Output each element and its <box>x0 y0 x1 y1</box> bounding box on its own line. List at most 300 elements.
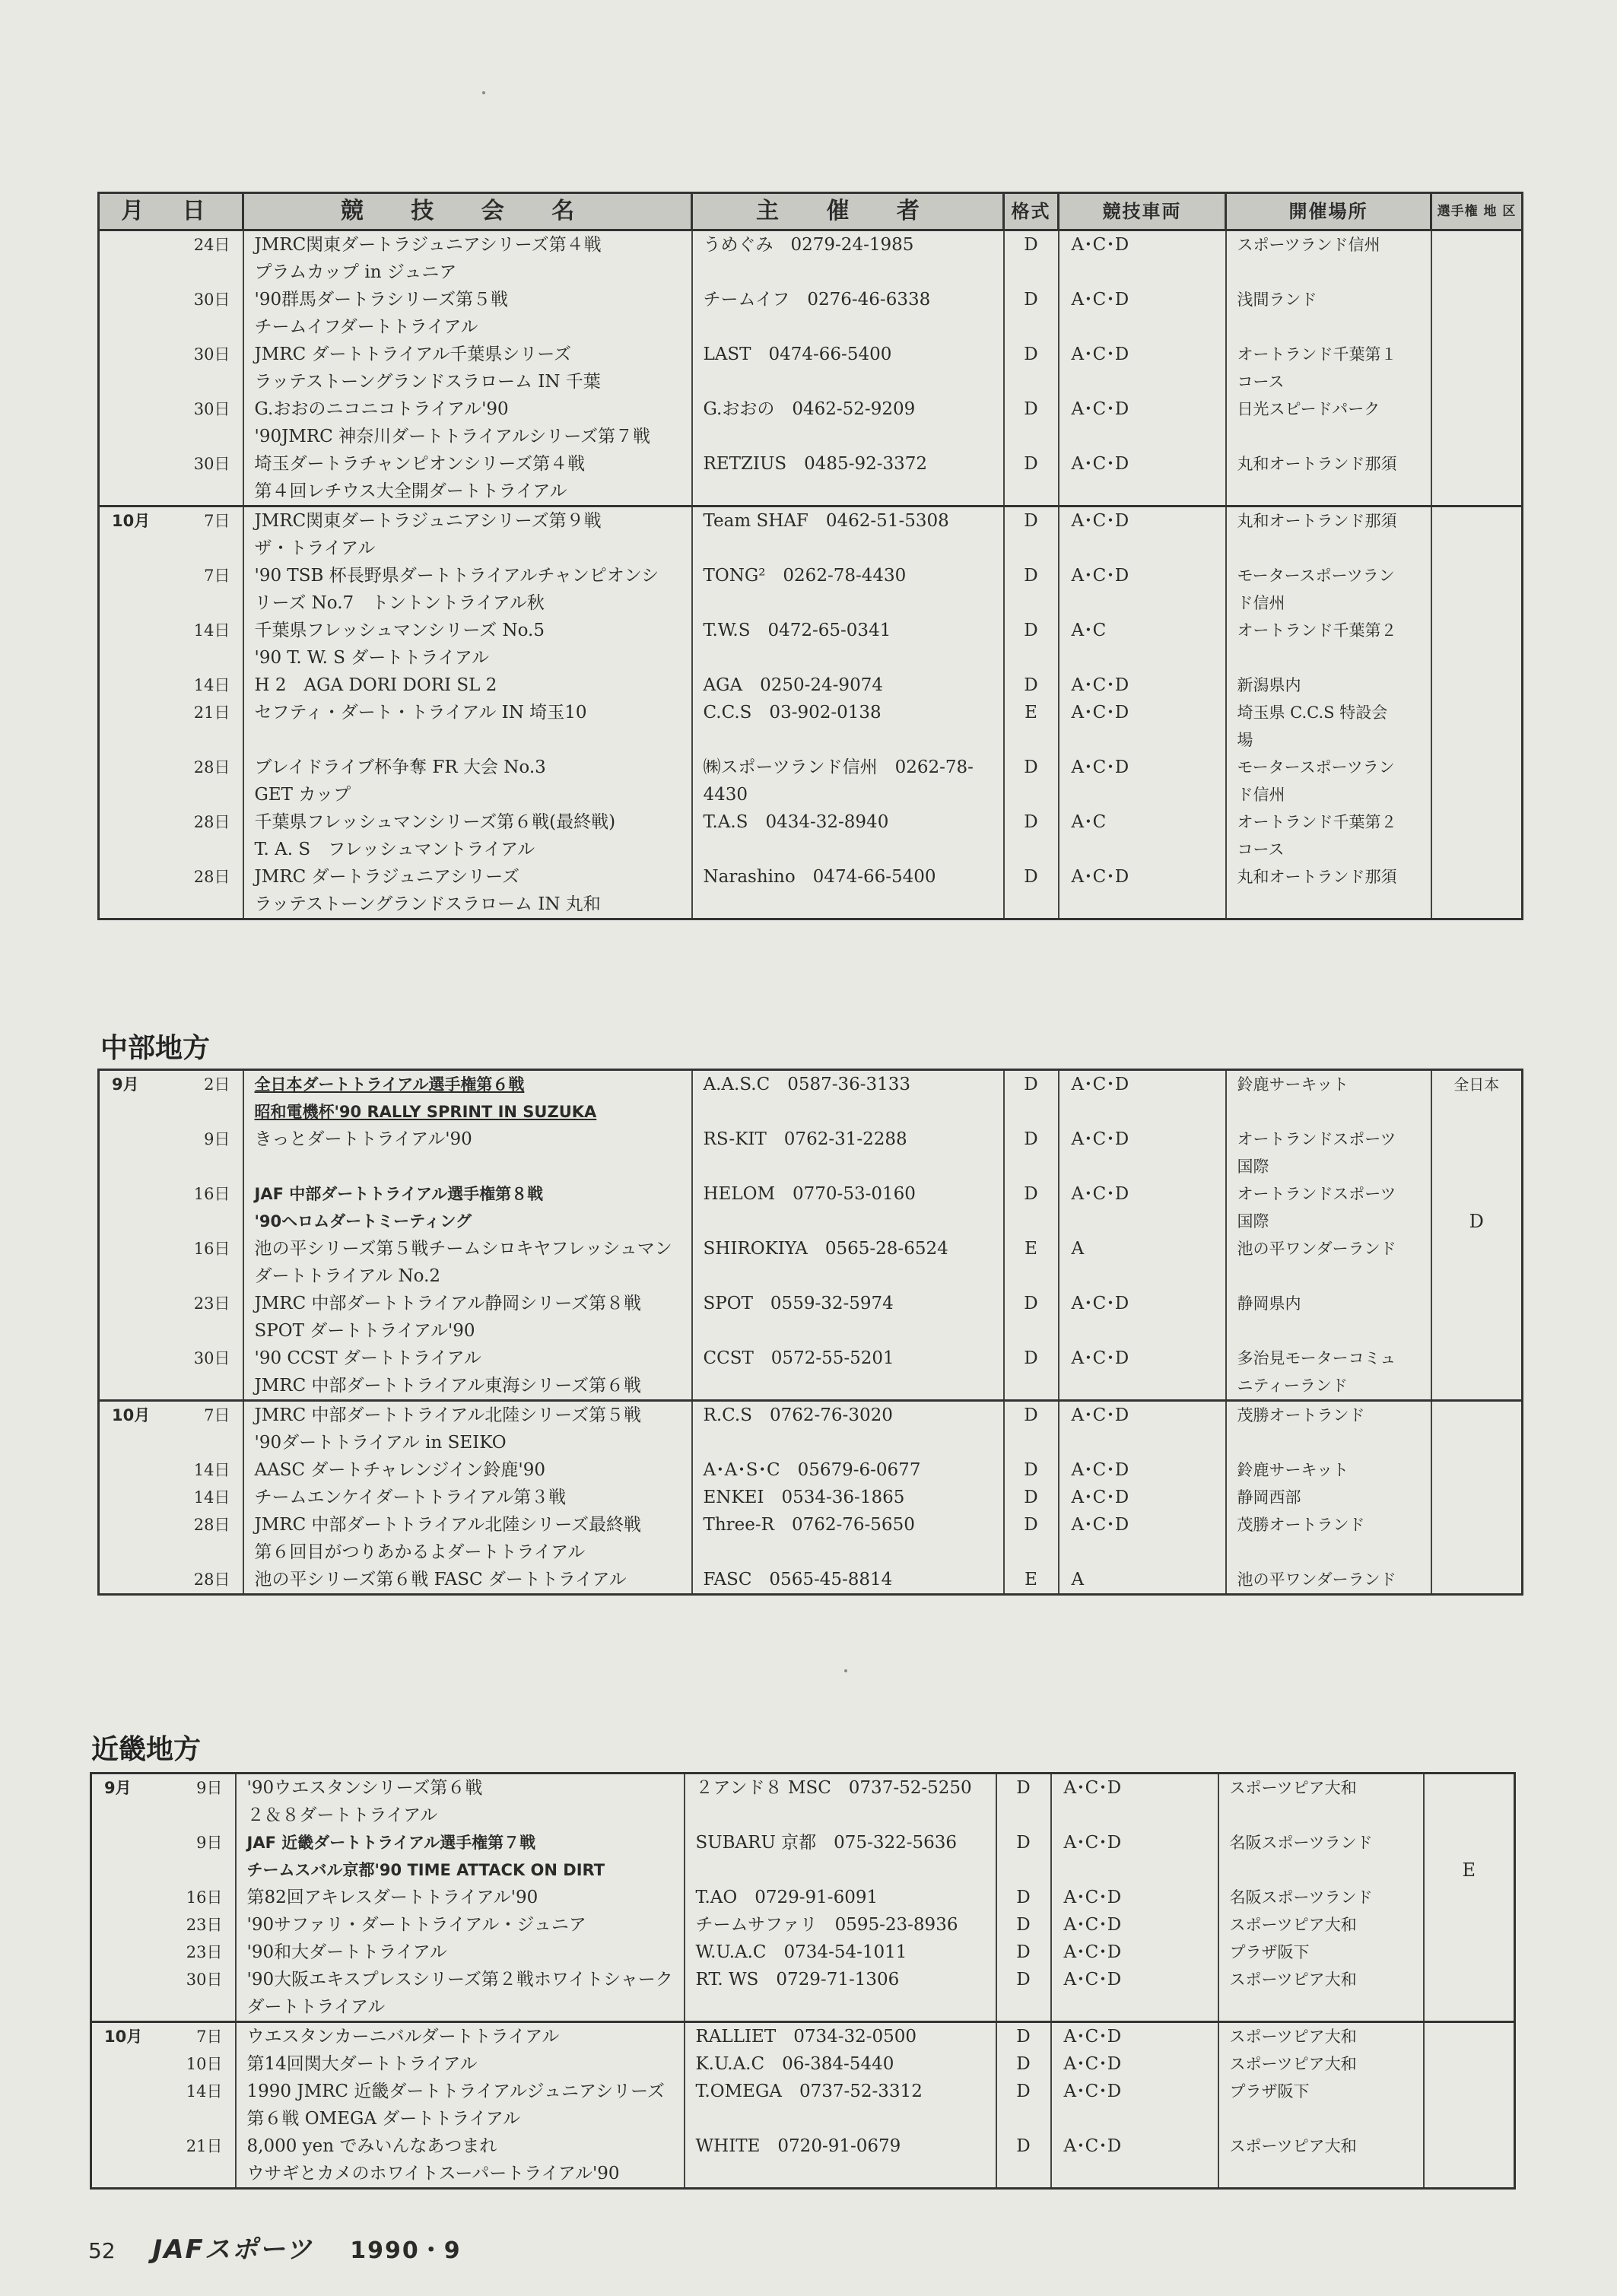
event-name-line: JAF 中部ダートトライアル選手権第８戦 <box>254 1185 544 1203</box>
day-label: 14日 <box>193 1461 230 1479</box>
date-cell <box>99 1566 243 1595</box>
date-cell <box>91 2050 236 2078</box>
organizer-line: T.OMEGA 0737-52-3312 <box>695 2082 923 2101</box>
venue-line: 名阪スポーツランド <box>1229 1834 1373 1852</box>
schedule-table-kinki <box>90 1772 1516 2190</box>
vehicle-cell: A･C･D <box>1059 1511 1226 1566</box>
vehicle-cell: A･C･D <box>1059 1290 1226 1345</box>
day-label: 30日 <box>193 1349 230 1367</box>
venue-line: モータースポーツラン <box>1237 567 1395 585</box>
event-name <box>243 1511 692 1566</box>
day-label: 21日 <box>193 703 230 722</box>
event-name-line: 千葉県フレッシュマンシリーズ第６戦(最終戦) <box>254 812 616 832</box>
date-cell <box>99 1235 243 1290</box>
event-name <box>243 754 692 808</box>
organizer-line: R.C.S 0762-76-3020 <box>703 1405 893 1425</box>
region-cell <box>1431 286 1523 341</box>
organizer <box>692 1566 1004 1595</box>
event-name <box>243 1456 692 1484</box>
format-cell: D <box>1004 230 1059 287</box>
region-cell <box>1424 2078 1515 2132</box>
format-cell: D <box>996 1911 1051 1939</box>
event-name-line: '90群馬ダートラシリーズ第５戦 <box>254 290 508 310</box>
event-name-line: '90ダートトライアル in SEIKO <box>254 1433 507 1453</box>
organizer-line: ２アンド８ MSC 0737-52-5250 <box>695 1778 972 1798</box>
event-name-line: 8,000 yen でみいんなあつまれ <box>246 2136 497 2156</box>
venue <box>1226 1126 1431 1180</box>
venue <box>1218 1884 1424 1911</box>
organizer-line: ENKEI 0534-36-1865 <box>703 1488 905 1507</box>
event-name-line: 昭和電機杯'90 RALLY SPRINT IN SUZUKA <box>254 1103 597 1121</box>
format-cell: D <box>1004 1126 1059 1180</box>
table-row <box>99 1566 1523 1595</box>
organizer-line: TONG² 0262-78-4430 <box>703 566 907 586</box>
organizer <box>692 1345 1004 1401</box>
day-label: 30日 <box>193 291 230 309</box>
day-label: 23日 <box>186 1916 223 1934</box>
event-name <box>243 1566 692 1595</box>
event-name-line: 全日本ダートトライアル選手権第６戦 <box>254 1075 525 1094</box>
event-name <box>243 562 692 617</box>
venue <box>1218 1911 1424 1939</box>
venue-line: 丸和オートランド那須 <box>1237 512 1397 530</box>
organizer-line: ㈱スポーツランド信州 0262-78- <box>703 757 974 777</box>
organizer-line: SUBARU 京都 075-322-5636 <box>695 1833 958 1853</box>
vehicle-cell: A･C･D <box>1059 1484 1226 1511</box>
event-name-line: 第14回関大ダートトライアル <box>246 2054 478 2074</box>
organizer <box>692 1511 1004 1566</box>
region-cell <box>1431 1235 1523 1290</box>
organizer-line: W.U.A.C 0734-54-1011 <box>695 1942 907 1962</box>
date-cell <box>99 754 243 808</box>
format-cell: D <box>1004 808 1059 863</box>
organizer <box>692 1290 1004 1345</box>
event-name <box>243 507 692 563</box>
vehicle-cell: A･C･D <box>1059 341 1226 395</box>
organizer <box>685 1884 996 1911</box>
venue <box>1226 699 1431 754</box>
organizer-line: Narashino 0474-66-5400 <box>703 867 936 887</box>
day-label: 30日 <box>193 400 230 418</box>
format-cell: D <box>1004 1456 1059 1484</box>
venue-line: オートランド千葉第１ <box>1237 345 1397 364</box>
event-name-line: 池の平シリーズ第６戦 FASC ダートトライアル <box>254 1570 627 1589</box>
table-row <box>91 1911 1515 1939</box>
organizer <box>692 1401 1004 1457</box>
organizer-line: A.A.S.C 0587-36-3133 <box>703 1075 911 1094</box>
organizer <box>685 2050 996 2078</box>
vehicle-cell: A･C･D <box>1059 1401 1226 1457</box>
vehicle-cell: A･C･D <box>1051 1966 1218 2022</box>
date-cell <box>91 1884 236 1911</box>
venue <box>1226 808 1431 863</box>
header-vehicle: 競技車両 <box>1059 193 1226 230</box>
event-name <box>243 1401 692 1457</box>
event-name <box>243 450 692 507</box>
event-name <box>236 1884 685 1911</box>
header-date: 月 日 <box>99 193 243 230</box>
event-name-line: ザ・トライアル <box>254 538 376 558</box>
event-name <box>236 1939 685 1966</box>
organizer <box>692 863 1004 919</box>
event-name-line: T. A. S フレッシュマントライアル <box>254 840 535 859</box>
vehicle-cell: A･C･D <box>1059 1126 1226 1180</box>
day-label: 24日 <box>193 236 230 254</box>
vehicle-cell: A･C･D <box>1059 562 1226 617</box>
organizer-line: WHITE 0720-91-0679 <box>695 2136 901 2156</box>
venue <box>1218 1774 1424 1830</box>
table-row <box>99 1511 1523 1566</box>
format-cell: D <box>996 1829 1051 1884</box>
organizer <box>692 808 1004 863</box>
event-name-line: AASC ダートチャレンジイン鈴鹿'90 <box>254 1460 545 1480</box>
format-cell: D <box>1004 395 1059 450</box>
table-row <box>99 699 1523 754</box>
format-cell: D <box>1004 1070 1059 1126</box>
event-name-line: チームエンケイダートトライアル第３戦 <box>254 1488 567 1507</box>
event-name-line: 第82回アキレスダートトライアル'90 <box>246 1888 538 1907</box>
venue-line: 茂勝オートランド <box>1237 1406 1365 1424</box>
vehicle-cell: A･C･D <box>1059 863 1226 919</box>
event-name <box>243 1345 692 1401</box>
date-cell <box>99 1290 243 1345</box>
page-number: 52 <box>88 2238 116 2263</box>
organizer-line: T.W.S 0472-65-0341 <box>703 621 891 640</box>
event-name <box>243 395 692 450</box>
day-label: 7日 <box>204 567 230 585</box>
month-label: 10月 <box>112 1406 151 1424</box>
event-name-line: '90ヘロムダートミーティング <box>254 1212 472 1231</box>
region-cell <box>1431 395 1523 450</box>
day-label: 14日 <box>193 621 230 640</box>
event-name <box>236 2022 685 2051</box>
region-cell <box>1424 1774 1515 1830</box>
date-cell <box>99 562 243 617</box>
date-cell <box>99 808 243 863</box>
organizer-line: CCST 0572-55-5201 <box>703 1348 894 1368</box>
venue-line: 新潟県内 <box>1237 676 1301 694</box>
date-cell <box>99 1070 243 1126</box>
vehicle-cell: A･C･D <box>1059 286 1226 341</box>
organizer-line: SHIROKIYA 0565-28-6524 <box>703 1239 948 1259</box>
venue-line: スポーツピア大和 <box>1229 1970 1357 1989</box>
day-label: 2日 <box>204 1075 230 1094</box>
vehicle-cell: A･C･D <box>1059 1070 1226 1126</box>
region-cell <box>1431 617 1523 672</box>
venue <box>1226 507 1431 563</box>
date-cell <box>99 341 243 395</box>
venue-line: 多治見モーターコミュ <box>1237 1349 1396 1367</box>
vehicle-cell: A･C･D <box>1059 1180 1226 1235</box>
venue <box>1226 341 1431 395</box>
venue-line: オートランド千葉第２ <box>1237 621 1397 640</box>
date-cell <box>99 286 243 341</box>
organizer-line: C.C.S 03-902-0138 <box>703 703 882 722</box>
table-row <box>99 341 1523 395</box>
vehicle-cell: A･C･D <box>1059 395 1226 450</box>
organizer-line: G.おおの 0462-52-9209 <box>703 399 916 419</box>
region-cell <box>1431 1345 1523 1401</box>
table-row <box>99 1290 1523 1345</box>
table-row <box>99 1345 1523 1401</box>
event-name <box>236 2078 685 2132</box>
venue-line: スポーツピア大和 <box>1229 2055 1357 2073</box>
day-label: 16日 <box>193 1185 230 1203</box>
format-cell: D <box>996 2050 1051 2078</box>
date-cell <box>99 450 243 507</box>
table-row <box>99 863 1523 919</box>
organizer <box>692 395 1004 450</box>
table-row <box>99 562 1523 617</box>
event-name-line: ２＆８ダートトライアル <box>246 1805 438 1825</box>
organizer <box>685 1829 996 1884</box>
region-cell <box>1424 1884 1515 1911</box>
venue-line: オートランドスポーツ <box>1237 1185 1396 1203</box>
format-cell: E <box>1004 1566 1059 1595</box>
day-label: 9日 <box>196 1834 223 1852</box>
event-name-line: H 2 AGA DORI DORI SL 2 <box>254 675 497 695</box>
format-cell: D <box>996 2078 1051 2132</box>
organizer-line: SPOT 0559-32-5974 <box>703 1294 894 1313</box>
organizer-line: T.A.S 0434-32-8940 <box>703 812 889 832</box>
organizer-line: Team SHAF 0462-51-5308 <box>703 511 949 531</box>
vehicle-cell: A･C <box>1059 617 1226 672</box>
organizer-line: FASC 0565-45-8814 <box>703 1570 893 1589</box>
date-cell <box>91 2132 236 2189</box>
table-row <box>99 1070 1523 1126</box>
schedule-table-chubu <box>97 1069 1523 1596</box>
header-organizer: 主 催 者 <box>692 193 1004 230</box>
format-cell: D <box>1004 286 1059 341</box>
month-group <box>99 1401 1523 1595</box>
table-row <box>99 1484 1523 1511</box>
organizer-line: チームサファリ 0595-23-8936 <box>695 1915 958 1935</box>
table-row <box>91 2078 1515 2132</box>
region-cell <box>1424 2132 1515 2189</box>
organizer <box>692 617 1004 672</box>
organizer-line: RT. WS 0729-71-1306 <box>695 1970 900 1990</box>
header-event: 競 技 会 名 <box>243 193 692 230</box>
venue <box>1218 1939 1424 1966</box>
event-name-line: JMRC ダートトライアル千葉県シリーズ <box>254 345 572 364</box>
region-cell <box>1431 1456 1523 1484</box>
venue-line: モータースポーツラン <box>1237 758 1395 776</box>
region-cell <box>1424 1911 1515 1939</box>
date-cell <box>99 1126 243 1180</box>
date-cell <box>91 2078 236 2132</box>
event-name-line: 埼玉ダートラチャンピオンシリーズ第４戦 <box>254 454 586 474</box>
event-name-line: '90 TSB 杯長野県ダートトライアルチャンピオンシ <box>254 566 659 586</box>
table-row <box>91 1829 1515 1884</box>
event-name-line: プラムカップ in ジュニア <box>254 262 457 282</box>
organizer <box>692 699 1004 754</box>
day-label: 16日 <box>186 1888 223 1907</box>
date-cell <box>99 230 243 287</box>
event-name <box>243 286 692 341</box>
venue-line: 国際 <box>1237 1158 1269 1176</box>
day-label: 23日 <box>193 1294 230 1313</box>
format-cell: D <box>996 1884 1051 1911</box>
venue-line: ド信州 <box>1237 594 1285 612</box>
event-name-line: ブレイドライブ杯争奪 FR 大会 No.3 <box>254 757 546 777</box>
event-name <box>243 1180 692 1235</box>
header-format: 格式 <box>1004 193 1059 230</box>
organizer-line: Three-R 0762-76-5650 <box>703 1515 915 1535</box>
day-label: 14日 <box>186 2082 223 2101</box>
organizer <box>692 1126 1004 1180</box>
region-cell <box>1424 1939 1515 1966</box>
format-cell: D <box>1004 341 1059 395</box>
venue-line: スポーツピア大和 <box>1229 2137 1357 2155</box>
event-name <box>243 808 692 863</box>
header-region: 選手権 地 区 <box>1431 193 1523 230</box>
region-cell <box>1431 562 1523 617</box>
event-name-line: JMRC関東ダートラジュニアシリーズ第９戦 <box>254 511 602 531</box>
organizer <box>692 1484 1004 1511</box>
day-label: 30日 <box>193 455 230 473</box>
event-name-line: リーズ No.7 トントントライアル秋 <box>254 593 545 613</box>
page-footer <box>88 2228 462 2266</box>
venue <box>1218 2132 1424 2189</box>
format-cell: D <box>1004 863 1059 919</box>
organizer <box>685 2132 996 2189</box>
event-name <box>236 2050 685 2078</box>
vehicle-cell: A･C･D <box>1059 507 1226 563</box>
region-cell: 全日本 <box>1431 1070 1523 1126</box>
section-1-title: 中部地方 <box>100 1033 211 1064</box>
event-name <box>236 1774 685 1830</box>
table-row <box>91 2050 1515 2078</box>
venue-line: プラザ阪下 <box>1229 1943 1310 1961</box>
region-cell <box>1424 2050 1515 2078</box>
format-cell: D <box>1004 617 1059 672</box>
venue-line: 場 <box>1237 731 1253 749</box>
organizer <box>685 2022 996 2051</box>
format-cell: D <box>1004 507 1059 563</box>
table-row <box>99 808 1523 863</box>
region-cell: E <box>1424 1829 1515 1884</box>
venue-line: 静岡県内 <box>1237 1294 1301 1313</box>
event-name-line: 第４回レチウス大全開ダートトライアル <box>254 481 567 501</box>
organizer-line: K.U.A.C 06-384-5440 <box>695 2054 894 2074</box>
region-cell <box>1431 507 1523 563</box>
table-row <box>91 1966 1515 2022</box>
vehicle-cell: A･C･D <box>1051 2078 1218 2132</box>
issue-date: 1990・9 <box>350 2237 462 2264</box>
event-name-line: 池の平シリーズ第５戦チームシロキヤフレッシュマン <box>254 1239 672 1259</box>
venue-line: スポーツピア大和 <box>1229 1916 1357 1934</box>
table-row <box>91 2132 1515 2189</box>
format-cell: D <box>996 2022 1051 2051</box>
day-label: 9日 <box>204 1130 230 1148</box>
vehicle-cell: A <box>1059 1235 1226 1290</box>
month-label: 9月 <box>112 1075 139 1094</box>
organizer <box>692 286 1004 341</box>
format-cell: D <box>1004 562 1059 617</box>
venue <box>1226 863 1431 919</box>
venue <box>1218 2078 1424 2132</box>
table-row <box>91 1939 1515 1966</box>
format-cell: E <box>1004 1235 1059 1290</box>
vehicle-cell: A･C･D <box>1059 450 1226 507</box>
region-cell <box>1431 1126 1523 1180</box>
table-row <box>99 450 1523 507</box>
day-label: 7日 <box>204 512 230 530</box>
venue <box>1226 450 1431 507</box>
table-row <box>99 286 1523 341</box>
organizer-line: チームイフ 0276-46-6338 <box>703 290 931 310</box>
date-cell <box>99 1180 243 1235</box>
event-name-line: ウエスタンカーニバルダートトライアル <box>246 2027 560 2047</box>
date-cell <box>99 672 243 699</box>
event-name-line: ダートトライアル No.2 <box>254 1266 441 1286</box>
event-name-line: '90ウエスタンシリーズ第６戦 <box>246 1778 483 1798</box>
day-label: 14日 <box>193 676 230 694</box>
format-cell: E <box>1004 699 1059 754</box>
venue-line: ド信州 <box>1237 786 1285 804</box>
day-label: 10日 <box>186 2055 223 2073</box>
day-label: 21日 <box>186 2137 223 2155</box>
day-label: 30日 <box>193 345 230 364</box>
venue-line: 鈴鹿サーキット <box>1237 1075 1349 1094</box>
month-label: 10月 <box>112 512 151 530</box>
region-cell <box>1431 808 1523 863</box>
venue-line: 池の平ワンダーランド <box>1237 1570 1396 1589</box>
table-row <box>99 230 1523 287</box>
venue-line: スポーツピア大和 <box>1229 1779 1357 1797</box>
organizer <box>692 672 1004 699</box>
date-cell <box>91 1966 236 2022</box>
day-label: 7日 <box>204 1406 230 1424</box>
vehicle-cell: A･C･D <box>1051 2022 1218 2051</box>
month-group <box>99 230 1523 507</box>
organizer-line: T.AO 0729-91-6091 <box>695 1888 878 1907</box>
region-cell <box>1431 1401 1523 1457</box>
event-name <box>236 2132 685 2189</box>
table-row <box>99 1180 1523 1235</box>
venue <box>1226 562 1431 617</box>
vehicle-cell: A･C･D <box>1059 672 1226 699</box>
organizer <box>685 2078 996 2132</box>
date-cell <box>99 1456 243 1484</box>
day-label: 16日 <box>193 1240 230 1258</box>
vehicle-cell: A･C･D <box>1051 1911 1218 1939</box>
table-row <box>99 507 1523 563</box>
venue-line: オートランド千葉第２ <box>1237 813 1397 831</box>
organizer-line: AGA 0250-24-9074 <box>703 675 883 695</box>
venue-line: 名阪スポーツランド <box>1229 1888 1373 1907</box>
date-cell <box>91 1774 236 1830</box>
event-name-line: 千葉県フレッシュマンシリーズ No.5 <box>254 621 545 640</box>
table-row <box>91 1774 1515 1830</box>
region-cell: D <box>1431 1180 1523 1235</box>
format-cell: D <box>1004 1511 1059 1566</box>
event-name-line: GET カップ <box>254 785 351 805</box>
vehicle-cell: A･C <box>1059 808 1226 863</box>
organizer-line: A･A･S･C 05679-6-0677 <box>703 1460 921 1480</box>
event-name <box>243 341 692 395</box>
date-cell <box>99 1484 243 1511</box>
event-name-line: JMRC 中部ダートトライアル北陸シリーズ最終戦 <box>254 1515 642 1535</box>
region-cell <box>1424 2022 1515 2051</box>
table-row <box>99 754 1523 808</box>
vehicle-cell: A･C･D <box>1059 1456 1226 1484</box>
event-name-line: '90大阪エキスプレスシリーズ第２戦ホワイトシャーク <box>246 1970 673 1990</box>
event-name-line: '90サファリ・ダートトライアル・ジュニア <box>246 1915 586 1935</box>
event-name <box>243 863 692 919</box>
event-name <box>236 1829 685 1884</box>
organizer <box>692 507 1004 563</box>
